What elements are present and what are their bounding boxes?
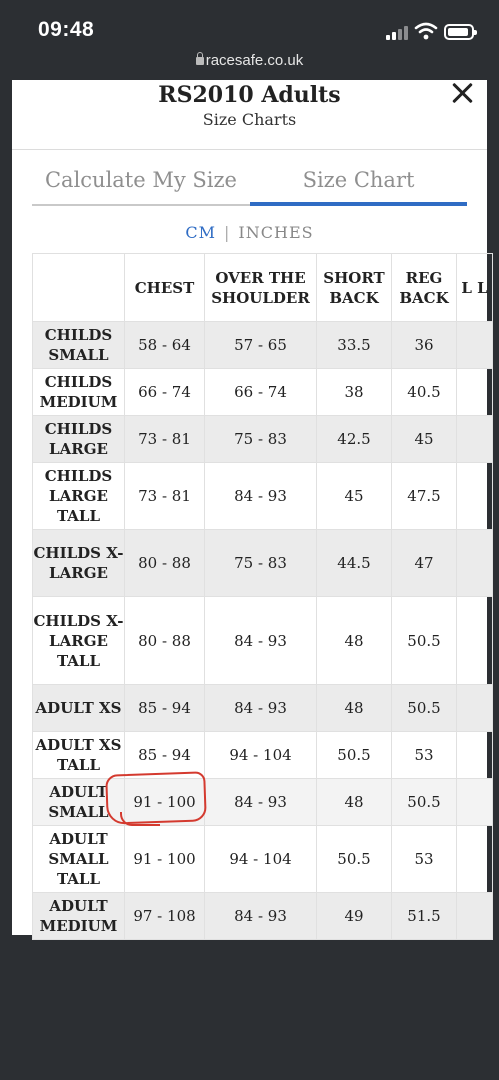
chest-cell: 97 - 108 — [125, 893, 205, 940]
cellular-signal-icon — [386, 26, 408, 40]
size-label: CHILDS LARGE TALL — [33, 463, 125, 530]
reg-back-cell: 47.5 — [392, 463, 457, 530]
column-header-size — [33, 254, 125, 322]
status-time: 09:48 — [38, 18, 95, 41]
url-bar[interactable] — [0, 52, 499, 69]
cut-off-cell — [457, 416, 493, 463]
cut-off-cell — [457, 463, 493, 530]
chest-cell: 91 - 100 — [125, 779, 205, 826]
table-row — [33, 463, 493, 530]
short-back-cell: 38 — [317, 369, 392, 416]
shoulder-cell: 66 - 74 — [205, 369, 317, 416]
short-back-cell: 50.5 — [317, 732, 392, 779]
tab-bar — [32, 160, 467, 206]
chest-cell: 58 - 64 — [125, 322, 205, 369]
chest-cell: 85 - 94 — [125, 685, 205, 732]
size-label: ADULT XS TALL — [33, 732, 125, 779]
size-label: ADULT SMALL — [33, 779, 125, 826]
shoulder-cell: 84 - 93 — [205, 685, 317, 732]
short-back-cell: 48 — [317, 685, 392, 732]
shoulder-cell: 84 - 93 — [205, 893, 317, 940]
cut-off-cell — [457, 369, 493, 416]
cut-off-cell — [457, 732, 493, 779]
table-row — [33, 416, 493, 463]
shoulder-cell: 57 - 65 — [205, 322, 317, 369]
size-table — [32, 253, 493, 940]
shoulder-cell: 84 - 93 — [205, 597, 317, 685]
size-chart-modal — [12, 80, 487, 935]
shoulder-cell: 75 - 83 — [205, 530, 317, 597]
column-header-cut-off: L L — [457, 254, 493, 322]
reg-back-cell: 53 — [392, 732, 457, 779]
red-annotation-stroke — [120, 812, 160, 826]
shoulder-cell: 94 - 104 — [205, 826, 317, 893]
size-label: ADULT XS — [33, 685, 125, 732]
unit-inches-button[interactable]: INCHES — [238, 223, 314, 242]
short-back-cell: 48 — [317, 779, 392, 826]
short-back-cell: 33.5 — [317, 322, 392, 369]
reg-back-cell: 51.5 — [392, 893, 457, 940]
chest-cell: 73 - 81 — [125, 416, 205, 463]
table-row — [33, 826, 493, 893]
cut-off-cell — [457, 597, 493, 685]
battery-icon — [444, 24, 474, 40]
modal-title: RS2010 Adults — [158, 82, 341, 108]
reg-back-cell: 50.5 — [392, 597, 457, 685]
reg-back-cell: 36 — [392, 322, 457, 369]
tab-size-chart[interactable]: Size Chart — [250, 160, 467, 206]
unit-separator: | — [224, 223, 231, 242]
chest-cell: 85 - 94 — [125, 732, 205, 779]
cut-off-cell — [457, 530, 493, 597]
chest-cell: 80 - 88 — [125, 530, 205, 597]
reg-back-cell: 53 — [392, 826, 457, 893]
size-label: ADULT SMALL TALL — [33, 826, 125, 893]
modal-header — [12, 80, 487, 150]
size-table-container[interactable] — [32, 253, 488, 935]
lock-icon — [196, 57, 204, 65]
table-row — [33, 322, 493, 369]
chest-cell: 66 - 74 — [125, 369, 205, 416]
size-label: ADULT MEDIUM — [33, 893, 125, 940]
short-back-cell: 49 — [317, 893, 392, 940]
column-header-over-the-shoulder: OVER THE SHOULDER — [205, 254, 317, 322]
url-text: racesafe.co.uk — [205, 52, 304, 69]
shoulder-cell: 94 - 104 — [205, 732, 317, 779]
size-label: CHILDS X-LARGE — [33, 530, 125, 597]
column-header-short-back: SHORT BACK — [317, 254, 392, 322]
status-bar — [0, 0, 499, 80]
short-back-cell: 50.5 — [317, 826, 392, 893]
table-row — [33, 893, 493, 940]
table-row — [33, 732, 493, 779]
reg-back-cell: 40.5 — [392, 369, 457, 416]
reg-back-cell: 50.5 — [392, 685, 457, 732]
table-row — [33, 530, 493, 597]
close-icon[interactable] — [447, 80, 477, 110]
unit-cm-button[interactable]: CM — [185, 223, 217, 242]
chest-cell: 80 - 88 — [125, 597, 205, 685]
cut-off-cell — [457, 322, 493, 369]
column-header-reg-back: REG BACK — [392, 254, 457, 322]
unit-toggle — [12, 223, 487, 242]
shoulder-cell: 75 - 83 — [205, 416, 317, 463]
reg-back-cell: 50.5 — [392, 779, 457, 826]
short-back-cell: 44.5 — [317, 530, 392, 597]
short-back-cell: 45 — [317, 463, 392, 530]
reg-back-cell: 45 — [392, 416, 457, 463]
table-row — [33, 779, 493, 826]
size-label: CHILDS SMALL — [33, 322, 125, 369]
short-back-cell: 48 — [317, 597, 392, 685]
shoulder-cell: 84 - 93 — [205, 779, 317, 826]
chest-cell: 73 - 81 — [125, 463, 205, 530]
chest-cell: 91 - 100 — [125, 826, 205, 893]
cut-off-cell — [457, 779, 493, 826]
short-back-cell: 42.5 — [317, 416, 392, 463]
wifi-icon — [415, 22, 437, 40]
table-row — [33, 597, 493, 685]
column-header-chest: CHEST — [125, 254, 205, 322]
table-row — [33, 685, 493, 732]
table-header-row — [33, 254, 493, 322]
cut-off-cell — [457, 893, 493, 940]
reg-back-cell: 47 — [392, 530, 457, 597]
tab-calculate-my-size[interactable]: Calculate My Size — [32, 160, 250, 206]
cut-off-cell — [457, 826, 493, 893]
modal-subtitle: Size Charts — [202, 110, 297, 129]
size-label: CHILDS X-LARGE TALL — [33, 597, 125, 685]
table-row — [33, 369, 493, 416]
cut-off-cell — [457, 685, 493, 732]
size-label: CHILDS MEDIUM — [33, 369, 125, 416]
size-label: CHILDS LARGE — [33, 416, 125, 463]
shoulder-cell: 84 - 93 — [205, 463, 317, 530]
